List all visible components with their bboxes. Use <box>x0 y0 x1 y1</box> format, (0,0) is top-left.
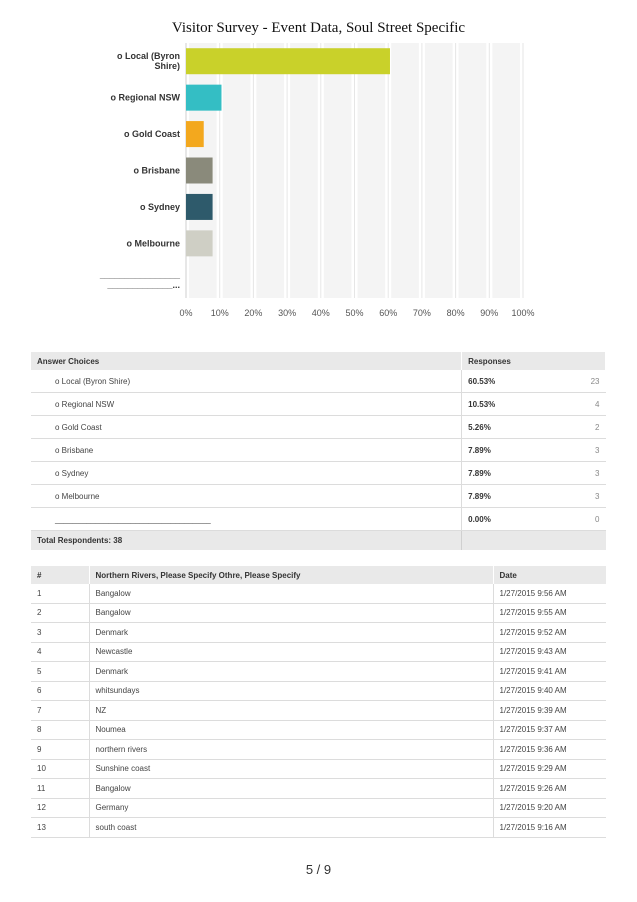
bar <box>186 230 213 256</box>
x-tick-label: 30% <box>278 308 297 318</box>
row-date: 1/27/2015 9:20 AM <box>493 798 606 818</box>
row-number: 4 <box>31 642 89 662</box>
table-row <box>31 642 606 662</box>
answer-choice: o Melbourne <box>31 485 462 508</box>
answer-row <box>31 439 606 462</box>
answer-choice: o Brisbane <box>31 439 462 462</box>
answer-choice: o Regional NSW <box>31 393 462 416</box>
table-row <box>31 701 606 721</box>
table-row <box>31 818 606 838</box>
row-date: 1/27/2015 9:16 AM <box>493 818 606 838</box>
bar <box>186 48 390 74</box>
x-tick-label: 70% <box>412 308 431 318</box>
total-respondents: Total Respondents: 38 <box>31 531 462 551</box>
row-response: south coast <box>89 818 493 838</box>
row-date: 1/27/2015 9:36 AM <box>493 740 606 760</box>
answer-choice: o Sydney <box>31 462 462 485</box>
answer-percent: 7.89% <box>462 485 562 508</box>
row-date: 1/27/2015 9:56 AM <box>493 584 606 603</box>
answer-row <box>31 416 606 439</box>
row-response: whitsundays <box>89 681 493 701</box>
page-number: 5 / 9 <box>305 862 332 877</box>
row-date: 1/27/2015 9:29 AM <box>493 759 606 779</box>
bar <box>186 158 213 184</box>
x-tick-label: 20% <box>244 308 263 318</box>
row-number: 9 <box>31 740 89 760</box>
answer-count: 23 <box>562 370 606 393</box>
row-number: 12 <box>31 798 89 818</box>
answer-row <box>31 370 606 393</box>
answer-count: 3 <box>562 485 606 508</box>
row-date: 1/27/2015 9:37 AM <box>493 720 606 740</box>
x-tick-label: 40% <box>311 308 330 318</box>
answer-row <box>31 508 606 531</box>
x-tick-label: 100% <box>511 308 535 318</box>
row-number: 2 <box>31 603 89 623</box>
row-response: Denmark <box>89 662 493 682</box>
answer-percent: 7.89% <box>462 439 562 462</box>
answer-percent: 5.26% <box>462 416 562 439</box>
answer-choice: ___________________________________ <box>31 508 462 531</box>
row-date: 1/27/2015 9:43 AM <box>493 642 606 662</box>
row-number: 6 <box>31 681 89 701</box>
chart-title: Visitor Survey - Event Data, Soul Street Specific <box>171 20 466 36</box>
x-tick-label: 60% <box>379 308 398 318</box>
answer-choice: o Local (Byron Shire) <box>31 370 462 393</box>
table-row <box>31 681 606 701</box>
row-response: NZ <box>89 701 493 721</box>
answer-choices-header: Answer Choices <box>31 352 462 370</box>
category-label: o Melbourne <box>126 238 180 249</box>
table-row <box>31 720 606 740</box>
table-row <box>31 623 606 643</box>
answer-row <box>31 485 606 508</box>
table-row <box>31 584 606 603</box>
table-row <box>31 759 606 779</box>
answer-choices-table <box>31 352 606 550</box>
bar <box>186 85 221 111</box>
row-number: 5 <box>31 662 89 682</box>
row-number: 3 <box>31 623 89 643</box>
number-header: # <box>31 566 89 584</box>
total-row <box>31 531 606 551</box>
answer-percent: 60.53% <box>462 370 562 393</box>
answer-count: 2 <box>562 416 606 439</box>
category-label: o Local (Byron Shire) <box>116 51 180 72</box>
answer-count: 4 <box>562 393 606 416</box>
table-row <box>31 662 606 682</box>
x-tick-label: 50% <box>345 308 364 318</box>
answer-row <box>31 462 606 485</box>
row-number: 1 <box>31 584 89 603</box>
bar-chart <box>0 0 637 330</box>
bar <box>186 194 213 220</box>
row-response: Newcastle <box>89 642 493 662</box>
row-response: Germany <box>89 798 493 818</box>
row-date: 1/27/2015 9:41 AM <box>493 662 606 682</box>
category-label: ________________ _____________... <box>99 269 180 290</box>
table-row <box>31 740 606 760</box>
category-label: o Sydney <box>139 201 180 212</box>
row-number: 10 <box>31 759 89 779</box>
x-tick-label: 90% <box>480 308 499 318</box>
table-row <box>31 779 606 799</box>
specify-header: Northern Rivers, Please Specify Othre, Please Specify <box>89 566 493 584</box>
row-date: 1/27/2015 9:40 AM <box>493 681 606 701</box>
row-date: 1/27/2015 9:39 AM <box>493 701 606 721</box>
row-response: Denmark <box>89 623 493 643</box>
category-label: o Gold Coast <box>124 129 180 140</box>
row-response: Noumea <box>89 720 493 740</box>
row-response: northern rivers <box>89 740 493 760</box>
row-response: Bangalow <box>89 584 493 603</box>
x-tick-label: 0% <box>179 308 193 318</box>
row-date: 1/27/2015 9:52 AM <box>493 623 606 643</box>
row-response: Sunshine coast <box>89 759 493 779</box>
category-label: o Brisbane <box>133 165 180 176</box>
answers-header-row <box>31 352 606 370</box>
answer-percent: 10.53% <box>462 393 562 416</box>
answer-choice: o Gold Coast <box>31 416 462 439</box>
row-number: 13 <box>31 818 89 838</box>
answer-count: 3 <box>562 462 606 485</box>
row-number: 7 <box>31 701 89 721</box>
responses-header-row <box>31 566 606 584</box>
x-tick-label: 10% <box>210 308 229 318</box>
total-blank-cell <box>462 531 606 551</box>
bar <box>186 121 204 147</box>
date-header: Date <box>493 566 606 584</box>
table-row <box>31 798 606 818</box>
answer-percent: 0.00% <box>462 508 562 531</box>
answer-count: 3 <box>562 439 606 462</box>
responses-header: Responses <box>462 352 606 370</box>
answer-row <box>31 393 606 416</box>
category-label: o Regional NSW <box>110 92 180 103</box>
row-date: 1/27/2015 9:55 AM <box>493 603 606 623</box>
row-date: 1/27/2015 9:26 AM <box>493 779 606 799</box>
answer-percent: 7.89% <box>462 462 562 485</box>
answer-count: 0 <box>562 508 606 531</box>
row-response: Bangalow <box>89 603 493 623</box>
other-responses-table <box>31 566 606 838</box>
row-number: 11 <box>31 779 89 799</box>
table-row <box>31 603 606 623</box>
x-tick-label: 80% <box>446 308 465 318</box>
row-number: 8 <box>31 720 89 740</box>
row-response: Bangalow <box>89 779 493 799</box>
